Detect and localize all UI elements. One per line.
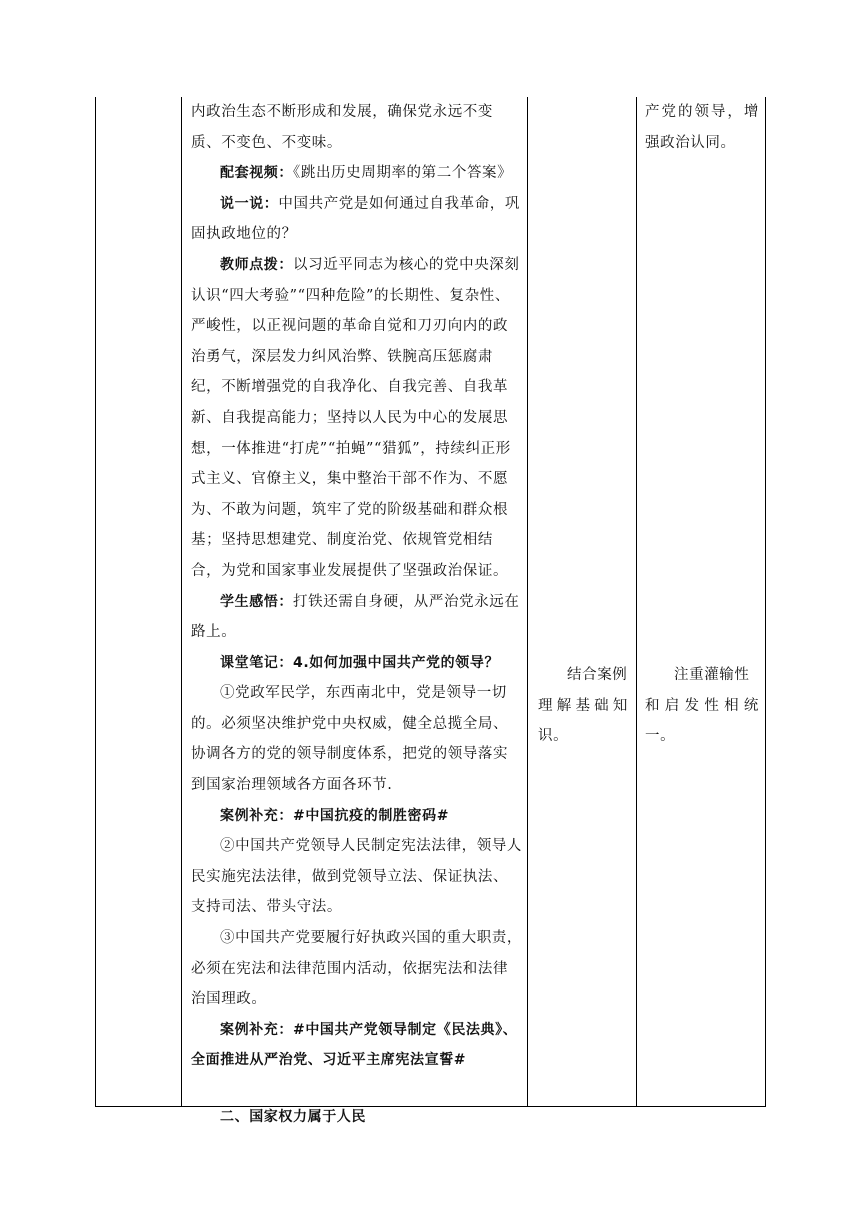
notes-mid-line-1: 注重灌输性 (674, 667, 750, 683)
section-heading: 二、国家权力属于人民 (220, 1109, 366, 1125)
notes-top-line-2: 强政治认同。 (645, 134, 736, 151)
note-item-1: ①党政军民学，东西南北中，党是领导一切的。必须坚决维护党中央权威，健全总揽全局、协调各方的党的领导制度体系，把党的领导落实到国家治理领域各方面各环节. (191, 685, 509, 794)
table-col-border-0 (95, 97, 96, 1107)
case-supplement-1-label: 案例补充： (220, 807, 293, 824)
notes-cell-middle (645, 660, 759, 752)
class-notes-paragraph (191, 648, 523, 679)
video-paragraph (191, 158, 523, 189)
notes-cell-top (645, 97, 759, 158)
table-col-border-4 (765, 97, 766, 1107)
design-intent-line-3: 识。 (538, 728, 569, 745)
case-supplement-2-label: 案例补充： (220, 1021, 293, 1038)
design-intent-cell (538, 660, 628, 752)
notes-top-line-1: 产党的领导，增 (645, 104, 759, 120)
main-content-cell (191, 97, 523, 1133)
design-intent-line-1: 结合案例 (567, 667, 628, 683)
discussion-question: 中国共产党是如何通过自我革命，巩固执政地位的？ (191, 195, 521, 243)
notes-mid-line-3: 一。 (645, 728, 676, 745)
case-supplement-1-text: #中国抗疫的制胜密码# (293, 807, 450, 824)
student-reflection-label: 学生感悟： (220, 593, 293, 610)
continued-paragraph: 内政治生态不断形成和发展，确保党永远不变质、不变色、不变味。 (191, 104, 493, 151)
table-col-border-1 (181, 97, 182, 1107)
student-reflection-text: 打铁还需自身硬，从严治党永远在路上。 (191, 593, 520, 641)
discussion-paragraph (191, 189, 523, 250)
student-reflection-paragraph (191, 587, 523, 648)
note-item-2: ②中国共产党领导人民制定宪法法律，领导人民实施宪法法律，做到党领导立法、保证执法、支持司法、带头守法。 (191, 838, 522, 916)
table-col-border-2 (527, 97, 528, 1107)
note-item-3: ③中国共产党要履行好执政兴国的重大职责，必须在宪法和法律范围内活动，依据宪法和法律治国理政。 (191, 930, 522, 1008)
teacher-guidance-paragraph (191, 250, 523, 587)
video-label: 配套视频： (220, 165, 293, 182)
case-supplement-1 (191, 801, 523, 832)
video-title: 《跳出历史周期率的第二个答案》 (293, 165, 513, 182)
notes-mid-line-2: 和启发性相统 (645, 697, 759, 714)
class-notes-heading: 4.如何加强中国共产党的领导？ (293, 654, 500, 671)
teacher-guidance-label: 教师点拨： (220, 256, 293, 273)
teacher-guidance-text: 以习近平同志为核心的党中央深刻认识“四大考验”“四种危险”的长期性、复杂性、严峻性，以正视问题的革命自觉和刀刃向内的政治勇气，深层发力纠风治弊、铁腕高压惩腐肃纪，不断增强党的自我净化、自我完善、自我革新、自我提高能力；坚持以人民为中心的发展思想，一体推进“打虎”“拍蝇”“猎狐”，持续纠正形式主义、官僚主义，集中整治干部不作为、不愿为、不敢为问题，筑牢了党的阶级基础和群众根基；坚持思想建党、制度治党、依规管党相结合，为党和国家事业发展提供了坚强政治保证。 (191, 256, 520, 579)
table-col-border-3 (636, 97, 637, 1107)
case-supplement-2-text: #中国共产党领导制定《民法典》、全面推进从严治党、习近平主席宪法宣誓# (191, 1021, 518, 1069)
discussion-label: 说一说： (220, 195, 279, 212)
class-notes-label: 课堂笔记： (220, 654, 293, 671)
design-intent-line-2: 理解基础知 (538, 697, 628, 714)
case-supplement-2 (191, 1015, 523, 1076)
